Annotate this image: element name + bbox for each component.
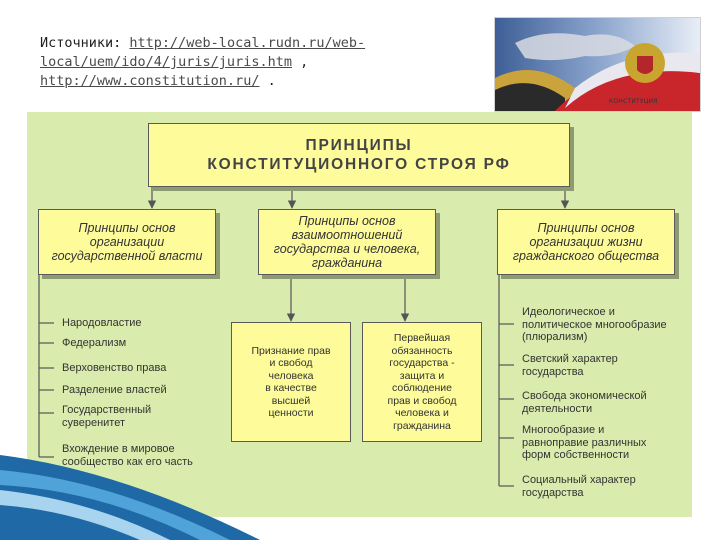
value-line: обязанность xyxy=(391,344,453,357)
category-line: государственной власти xyxy=(51,249,203,263)
item-line: равноправие различных xyxy=(522,436,647,449)
value-line: человека xyxy=(268,369,314,382)
sources-separator: , xyxy=(291,54,309,70)
value-line: Первейшая xyxy=(393,332,451,344)
sources-label: Источники: xyxy=(40,35,130,51)
category-line: Принципы основ xyxy=(537,221,635,235)
value-line: соблюдение xyxy=(392,382,452,394)
item-line: суверенитет xyxy=(62,416,125,429)
item-line: Многообразие и xyxy=(522,424,605,436)
item-line: Народовластие xyxy=(62,317,142,329)
value-line: человека и xyxy=(395,407,449,419)
value-line: в качестве xyxy=(265,382,317,394)
item-line: Социальный характер xyxy=(522,474,636,486)
item-line: государства xyxy=(522,486,584,499)
source-link-2[interactable]: http://www.constitution.ru/ xyxy=(40,73,260,89)
value-line: государства - xyxy=(389,357,455,369)
item-line: (плюрализм) xyxy=(522,331,588,343)
item-line: политическое многообразие xyxy=(522,318,667,331)
item-line: форм собственности xyxy=(522,449,630,461)
category-line: гражданина xyxy=(311,256,383,270)
diagram-title-line2: КОНСТИТУЦИОННОГО СТРОЯ РФ xyxy=(207,156,511,173)
value-line: ценности xyxy=(268,407,314,419)
item-line: государства xyxy=(522,365,584,378)
item-line: Разделение властей xyxy=(62,384,167,396)
value-line: высшей xyxy=(271,394,311,407)
item-line: Вхождение в мировое xyxy=(62,443,175,455)
value-line: гражданина xyxy=(393,419,451,432)
item-line: Свобода экономической xyxy=(522,390,647,402)
value-line: и свобод xyxy=(269,357,313,369)
category-line: Принципы основ xyxy=(78,221,176,235)
item-line: Идеологическое и xyxy=(522,306,615,318)
category-line: Принципы основ xyxy=(298,214,396,228)
logo-caption: КОНСТИТУЦИЯ xyxy=(609,98,658,105)
category-line: организации жизни xyxy=(529,235,643,249)
item-line: Государственный xyxy=(62,404,152,416)
value-line: прав и свобод xyxy=(387,394,457,407)
category-line: государства и человека, xyxy=(273,242,421,256)
item-line: Светский характер xyxy=(522,353,618,365)
category-line: гражданского общества xyxy=(512,249,660,263)
item-line: сообщество как его часть xyxy=(62,455,193,468)
item-line: Федерализм xyxy=(62,337,127,349)
category-line: взаимоотношений xyxy=(291,228,403,242)
category-line: организации xyxy=(89,235,165,249)
diagram-title-line1: ПРИНЦИПЫ xyxy=(305,137,413,154)
item-line: Верховенство права xyxy=(62,362,167,374)
value-line: защита и xyxy=(399,369,445,382)
source-link-1[interactable]: http://web-local.rudn.ru/web- local/uem/ido/4/juris/juris.htm xyxy=(40,35,366,70)
item-line: деятельности xyxy=(522,402,593,415)
sources-end: . xyxy=(259,73,276,89)
value-line: Признание прав xyxy=(251,344,331,357)
